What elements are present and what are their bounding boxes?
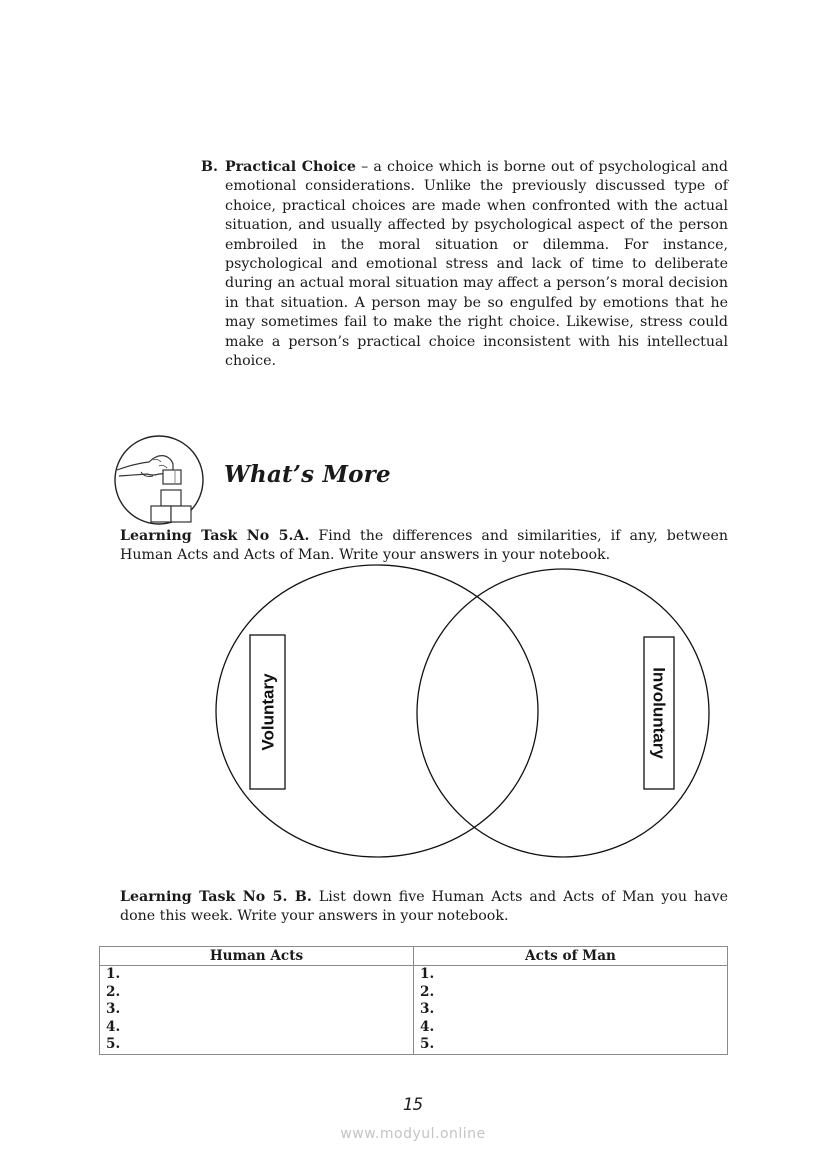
involuntary-label: Involuntary bbox=[649, 667, 669, 759]
practical-choice-section bbox=[201, 158, 728, 371]
acts-of-man-cell: 5. bbox=[414, 1036, 728, 1054]
practical-choice-text: – a choice which is borne out of psychological and emotional considerations. Unlike the previously discussed type of choice, practical choices are made when confronted with the actual situation, and usually affected by psychological aspect of the person embroiled in the moral situation or dilemma. For instance, psychological and emotional stress and lack of time to deliberate during an actual moral situation may affect a person’s moral decision in that situation. A person may be so engulfed by emotions that he may sometimes fail to make the right choice. Likewise, stress could make a person’s practical choice inconsistent with his intellectual choice. bbox=[225, 159, 729, 370]
watermark: www.modyul.online bbox=[340, 1126, 486, 1142]
human-acts-header: Human Acts bbox=[100, 947, 414, 966]
acts-of-man-cell: 2. bbox=[414, 984, 728, 1002]
task-a-label: Learning Task No 5.A. bbox=[120, 528, 310, 544]
table-row bbox=[100, 1019, 728, 1037]
page-number: 15 bbox=[402, 1095, 424, 1115]
human-acts-cell: 4. bbox=[100, 1019, 414, 1037]
acts-of-man-header: Acts of Man bbox=[414, 947, 728, 966]
section-title: What’s More bbox=[224, 461, 391, 488]
task-b-label: Learning Task No 5. B. bbox=[120, 889, 312, 905]
human-acts-cell: 3. bbox=[100, 1001, 414, 1019]
human-acts-cell: 5. bbox=[100, 1036, 414, 1054]
voluntary-label: Voluntary bbox=[258, 673, 278, 751]
list-letter: B. bbox=[201, 159, 218, 175]
table-row bbox=[100, 1001, 728, 1019]
task-b-instructions: List down five Human Acts and Acts of Man you have done this week. Write your answers in your notebook. bbox=[120, 889, 729, 925]
task-a-instructions: Find the differences and similarities, if any, between Human Acts and Acts of Man. Write your answers in your notebook. bbox=[120, 528, 729, 564]
learning-task-b bbox=[120, 888, 728, 927]
human-acts-cell: 2. bbox=[100, 984, 414, 1002]
table-row bbox=[100, 1036, 728, 1054]
practical-choice-term: Practical Choice bbox=[225, 159, 356, 175]
table-row bbox=[100, 984, 728, 1002]
acts-of-man-cell: 3. bbox=[414, 1001, 728, 1019]
hand-stacking-blocks-icon bbox=[113, 434, 205, 526]
practical-choice-paragraph bbox=[225, 158, 728, 371]
acts-table bbox=[99, 946, 728, 1055]
table-row bbox=[100, 966, 728, 984]
acts-of-man-cell: 4. bbox=[414, 1019, 728, 1037]
acts-of-man-cell: 1. bbox=[414, 966, 728, 984]
table-header-row bbox=[100, 947, 728, 966]
human-acts-cell: 1. bbox=[100, 966, 414, 984]
learning-task-a bbox=[120, 527, 728, 566]
